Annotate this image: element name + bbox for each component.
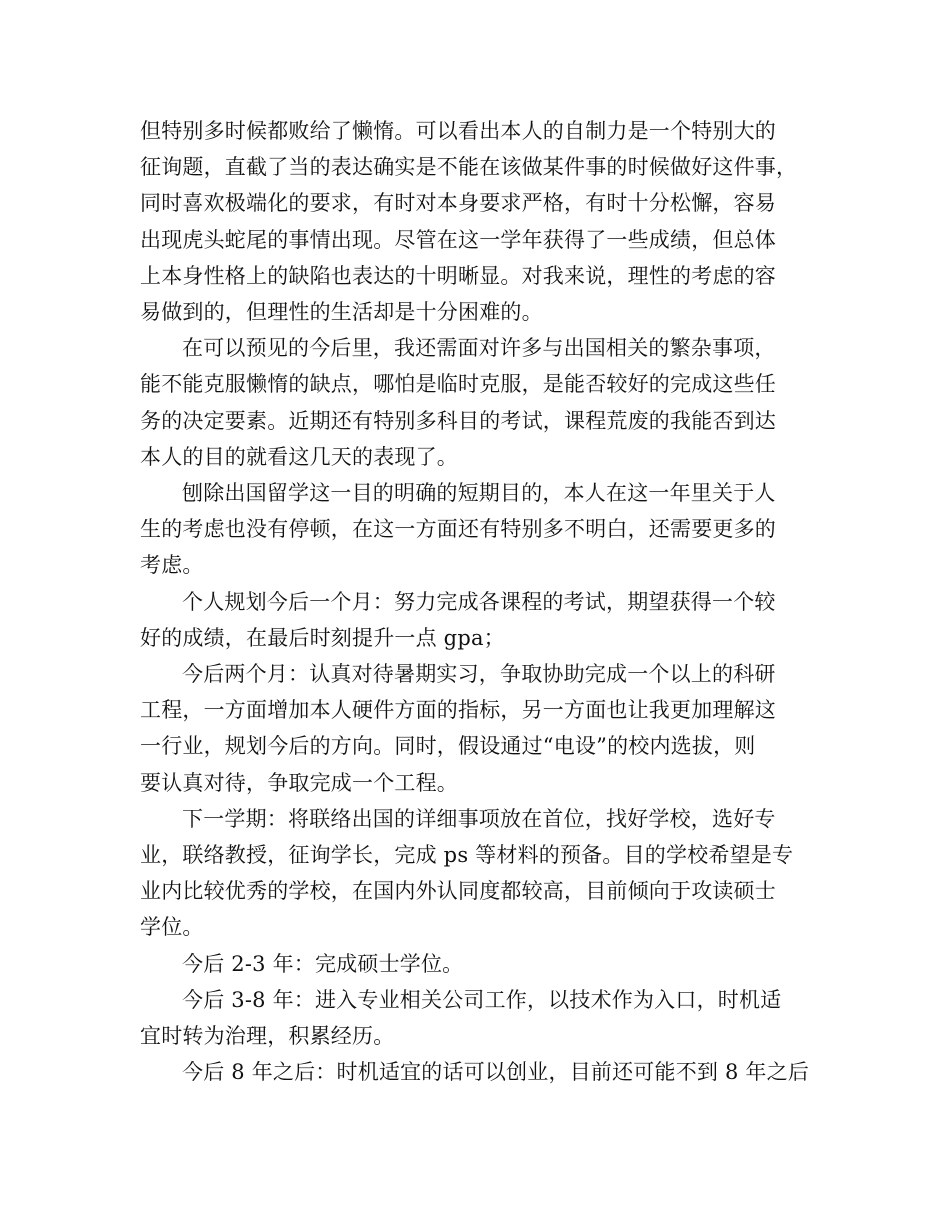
text-line: 务的决定要素。近期还有特别多科目的考试，课程荒废的我能否到达: [140, 408, 776, 433]
text-line: 但特别多时候都败给了懒惰。可以看出本人的自制力是一个特别大的: [140, 119, 776, 143]
text-line: 今后两个月：认真对待暑期实习，争取协助完成一个以上的科研: [182, 662, 776, 687]
text-line: 今后 2-3 年：完成硕士学位。: [182, 951, 464, 976]
text-line: 同时喜欢极端化的要求，有时对本身要求严格，有时十分松懈，容易: [140, 191, 776, 216]
text-line: 好的成绩，在最后时刻提升一点 gpa；: [140, 625, 505, 650]
text-line: 业内比较优秀的学校，在国内外认同度都较高，目前倾向于攻读硕士: [140, 879, 776, 904]
paragraph-6: [140, 801, 812, 946]
document-body: [140, 113, 812, 1090]
text-line: 上本身性格上的缺陷也表达的十明晰显。对我来说，理性的考虑的容: [140, 263, 776, 288]
text-line: 工程，一方面增加本人硬件方面的指标，另一方面也让我更加理解这: [140, 698, 776, 723]
text-line: 征询题，直截了当的表达确实是不能在该做某件事的时候做好这件事，: [140, 155, 798, 180]
paragraph-8: [140, 982, 812, 1054]
paragraph-4: [140, 584, 812, 656]
text-line: 今后 8 年之后：时机适宜的话可以创业，目前还可能不到 8 年之后: [182, 1060, 810, 1085]
paragraph-1: [140, 113, 812, 330]
text-line: 要认真对待，争取完成一个工程。: [140, 770, 458, 795]
text-line: 今后 3-8 年：进入专业相关公司工作，以技术作为入口，时机适: [182, 987, 782, 1012]
text-line: 刨除出国留学这一目的明确的短期目的，本人在这一年里关于人: [182, 481, 776, 506]
text-line: 出现虎头蛇尾的事情出现。尽管在这一学年获得了一些成绩，但总体: [140, 227, 776, 252]
text-line: 宜时转为治理，积累经历。: [140, 1024, 395, 1049]
text-line: 考虑。: [140, 553, 204, 578]
text-line: 本人的目的就看这几天的表现了。: [140, 444, 458, 469]
text-line: 生的考虑也没有停顿，在这一方面还有特别多不明白，还需要更多的: [140, 517, 776, 542]
text-line: 在可以预见的今后里，我还需面对许多与出国相关的繁杂事项，: [182, 336, 776, 361]
text-line: 个人规划今后一个月：努力完成各课程的考试，期望获得一个较: [182, 589, 776, 614]
text-line: 一行业，规划今后的方向。同时，假设通过“电设”的校内选拔，则: [140, 734, 756, 759]
paragraph-7: [140, 946, 812, 982]
text-line: 下一学期：将联络出国的详细事项放在首位，找好学校，选好专: [182, 806, 776, 831]
text-line: 业，联络教授，征询学长，完成 ps 等材料的预备。目的学校希望是专: [140, 843, 794, 868]
paragraph-3: [140, 475, 812, 584]
text-line: 学位。: [140, 915, 204, 940]
text-line: 易做到的，但理性的生活却是十分困难的。: [140, 300, 543, 325]
paragraph-9: [140, 1054, 812, 1090]
text-line: 能不能克服懒惰的缺点，哪怕是临时克服，是能否较好的完成这些任: [140, 372, 776, 397]
paragraph-5: [140, 656, 812, 801]
paragraph-2: [140, 330, 812, 475]
